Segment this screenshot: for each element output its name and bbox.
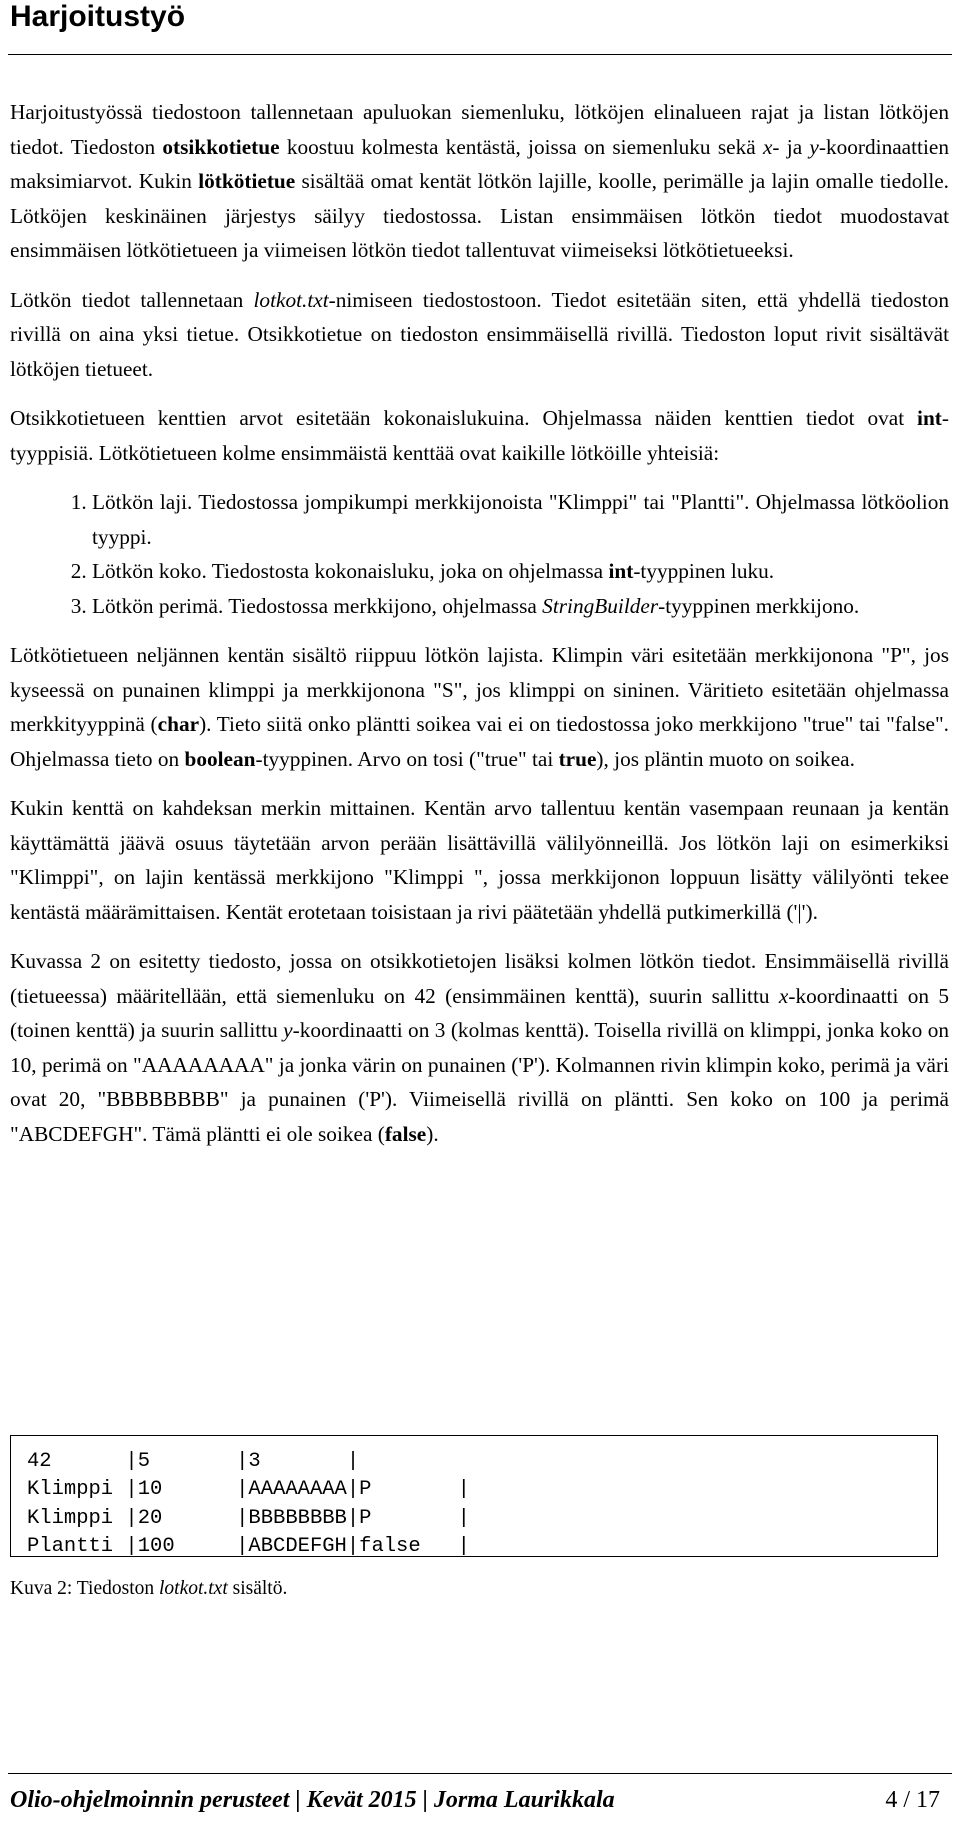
page-title: Harjoitustyö	[10, 0, 186, 33]
list-item: 2. Lötkön koko. Tiedostosta kokonaisluku, joka on ohjelmassa int-tyyppinen luku.	[92, 554, 949, 589]
document-body	[10, 95, 949, 1166]
file-line: 42 |5 |3 |	[27, 1450, 360, 1473]
file-line: Klimppi |20 |BBBBBBBB|P |	[27, 1506, 470, 1530]
paragraph-header-fields: Otsikkotietueen kenttien arvot esitetään kokonaislukuina. Ohjelmassa näiden kenttien tiedot ovat int-tyyppisiä. Lötkötietueen kolme ensimmäistä kenttää ovat kaikille lötköille yhteisiä:	[10, 406, 949, 465]
footer-rule	[8, 1773, 952, 1774]
file-contents-box	[10, 1435, 938, 1557]
paragraph-field-width: Kukin kenttä on kahdeksan merkin mittainen. Kentän arvo tallentuu kentän vasempaan reunaan ja kentän käyttämättä jäävä osuus täytetään arvon perään lisättävillä välilyönneillä. Jos lötkön laji on esimerkiksi "Klimppi", on lajin kentässä merkkijono "Klimppi ", jossa merkkijonon loppuun lisätty välilyönti tekee kentästä määrämittaisen. Kentät erotetaan toisistaan ja rivi päätetään yhdellä putkimerkillä ('|').	[10, 796, 949, 924]
paragraph-fourth-field: Lötkötietueen neljännen kentän sisältö riippuu lötkön lajista. Klimpin väri esitetään merkkijonona "P", jos kyseessä on punainen klimppi ja merkkijonona "S", jos klimppi on sininen. Väritieto esitetään ohjelmassa merkkityyppinä (char). Tieto siitä onko pläntti soikea vai ei on tiedostossa joko merkkijono "true" tai "false". Ohjelmassa tieto on boolean-tyyppinen. Arvo on tosi ("true" tai true), jos pläntin muoto on soikea.	[10, 643, 949, 771]
paragraph-example: Kuvassa 2 on esitetty tiedosto, jossa on otsikkotietojen lisäksi kolmen lötkön tiedot. Ensimmäisellä rivillä (tietueessa) määritellään, että siemenluku on 42 (ensimmäinen kenttä), suurin sallittu x-koordinaatti on 5 (toinen kenttä) ja suurin sallittu y-koordinaatti on 3 (kolmas kenttä). Toisella rivillä on klimppi, jonka koko on 10, perimä on "AAAAAAAA" ja jonka värin on punainen ('P'). Kolmannen rivin klimpin koko, perimä ja väri ovat 20, "BBBBBBBB" ja punainen ('P'). Viimeisellä rivillä on pläntti. Sen koko on 100 ja perimä "ABCDEFGH". Tämä pläntti ei ole soikea (false).	[10, 949, 950, 1146]
file-contents	[27, 1448, 470, 1561]
footer-course-info: Olio-ohjelmoinnin perusteet | Kevät 2015 | Jorma Laurikkala	[10, 1787, 615, 1813]
list-item: 3. Lötkön perimä. Tiedostossa merkkijono, ohjelmassa StringBuilder-tyyppinen merkkijono.	[92, 589, 949, 624]
header-rule	[8, 54, 952, 55]
page-footer	[10, 1785, 940, 1815]
field-list	[10, 485, 949, 623]
paragraph-intro: Harjoitustyössä tiedostoon tallennetaan apuluokan siemenluku, lötköjen elinalueen rajat ja listan lötköjen tiedot. Tiedoston otsikkotietue koostuu kolmesta kentästä, joissa on siemenluku sekä x- ja y-koordinaattien maksimiarvot. Kukin lötkötietue sisältää omat kentät lötkön lajille, koolle, perimälle ja lajin omalle tiedolle. Lötköjen keskinäinen järjestys säilyy tiedostossa. Listan ensimmäisen lötkön tiedot muodostavat ensimmäisen lötkötietueen ja viimeisen lötkön tiedot tallentuvat viimeiseksi lötkötietueeksi.	[10, 100, 950, 262]
paragraph-file-name: Lötkön tiedot tallennetaan lotkot.txt-nimiseen tiedostostoon. Tiedot esitetään siten, että yhdellä tiedoston rivillä on aina yksi tietue. Otsikkotietue on tiedoston ensimmäisellä rivillä. Tiedoston loput rivit sisältävät lötköjen tietueet.	[10, 287, 949, 381]
file-line: Plantti |100 |ABCDEFGH|false |	[27, 1534, 470, 1558]
page-number: 4 / 17	[885, 1787, 940, 1813]
list-item: 1. Lötkön laji. Tiedostossa jompikumpi merkkijonoista "Klimppi" tai "Plantti". Ohjelmassa lötköolion tyyppi.	[92, 485, 949, 554]
file-line: Klimppi |10 |AAAAAAAA|P |	[27, 1478, 470, 1502]
figure-caption: Kuva 2: Tiedoston lotkot.txt sisältö.	[10, 1578, 288, 1599]
